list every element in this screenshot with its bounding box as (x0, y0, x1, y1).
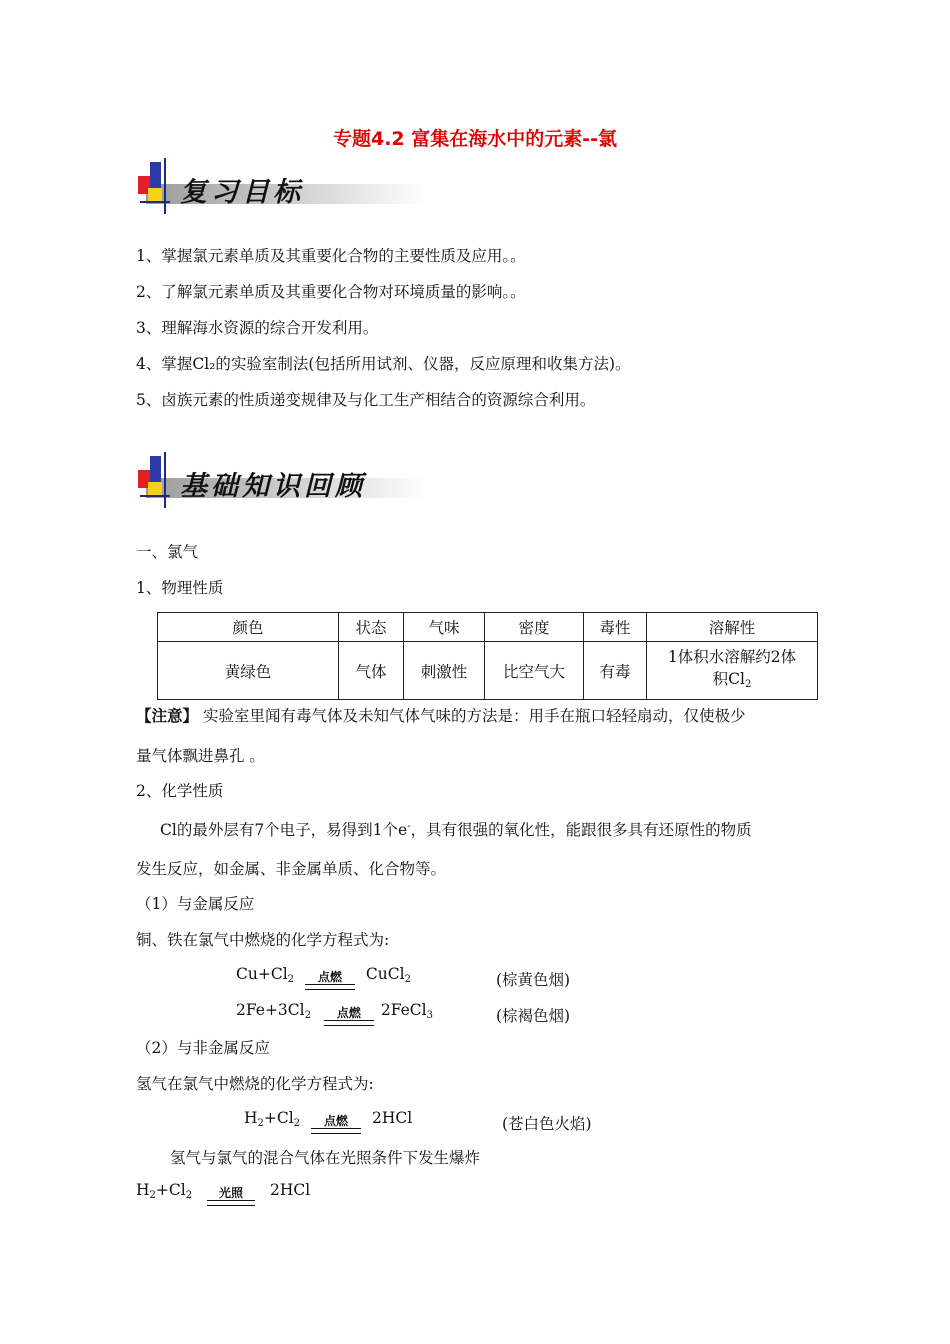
goal-item-4: 4、掌握Cl₂的实验室制法(包括所用试剂、仪器，反应原理和收集方法)。 (136, 355, 631, 373)
banner-blue-block (150, 456, 161, 482)
nonmetal-reaction-intro: 氢气在氯气中燃烧的化学方程式为: (136, 1075, 374, 1093)
goal-item-5: 5、卤族元素的性质递变规律及与化工生产相结合的资源综合利用。 (136, 391, 596, 409)
condition-label: 点燃 (317, 970, 342, 984)
nonmetal-reaction-heading: （2）与非金属反应 (136, 1039, 270, 1057)
eq-right: 2FeCl (380, 1001, 427, 1019)
equals-sign (305, 984, 355, 990)
banner-vertical-line (164, 158, 166, 214)
superscript: - (407, 821, 411, 832)
equation-cu-note: (棕黄色烟) (496, 971, 571, 989)
explosion-text: 氢气与氯气的混合气体在光照条件下发生爆炸 (170, 1149, 481, 1167)
chemical-desc-line-1 (160, 817, 752, 840)
goal-item-2: 2、了解氯元素单质及其重要化合物对环境质量的影响。。 (136, 283, 526, 301)
table-cell: 比空气大 (485, 642, 584, 700)
table-cell: 刺激性 (404, 642, 485, 700)
metal-reaction-heading: （1）与金属反应 (136, 895, 255, 913)
table-header-cell: 溶解性 (647, 613, 818, 642)
subscript: 2 (293, 1118, 301, 1129)
table-cell: 黄绿色 (158, 642, 339, 700)
equals-sign (324, 1020, 374, 1026)
banner-blue-block (150, 162, 161, 188)
table-header-cell: 状态 (339, 613, 404, 642)
solubility-line-1: 1体积水溶解约2体 (667, 647, 797, 666)
note-label: 【注意】 (136, 706, 199, 725)
banner-title: 复习目标 (180, 177, 304, 208)
chemical-desc-b: ，具有很强的氧化性，能跟很多具有还原性的物质 (410, 821, 752, 839)
condition-label: 光照 (219, 1186, 244, 1200)
goal-item-3: 3、理解海水资源的综合开发利用。 (136, 319, 379, 337)
table-header-cell: 密度 (485, 613, 584, 642)
subscript: 3 (426, 1010, 433, 1021)
banner-horizontal-line (140, 201, 170, 203)
eq-left-a: H (244, 1109, 258, 1127)
chemical-desc-line-2: 发生反应，如金属、非金属单质、化合物等。 (136, 860, 447, 878)
eq-left: Cu+Cl (236, 965, 288, 983)
eq-left-b: +Cl (155, 1181, 186, 1199)
condition-label: 点燃 (324, 1114, 349, 1128)
page-title: 专题4.2 富集在海水中的元素--氯 (332, 128, 618, 150)
subscript: 2 (185, 1190, 193, 1201)
subscript: 2 (744, 678, 752, 690)
note-line-2: 量气体飘进鼻孔 。 (136, 747, 265, 765)
table-header-cell: 毒性 (584, 613, 647, 642)
equation-fe (236, 1000, 433, 1026)
section-heading-chlorine: 一、氯气 (136, 543, 199, 561)
condition-label: 点燃 (336, 1006, 361, 1020)
eq-left-b: +Cl (263, 1109, 294, 1127)
equals-sign (311, 1128, 361, 1134)
banner-yellow-square (148, 482, 162, 496)
banner-title: 基础知识回顾 (180, 471, 366, 502)
banner-yellow-square (148, 188, 162, 202)
note-text-1: 实验室里闻有毒气体及未知气体气味的方法是：用手在瓶口轻轻扇动，仅使极少 (198, 707, 746, 725)
eq-left: 2Fe+3Cl (236, 1001, 305, 1019)
equals-sign (207, 1200, 255, 1206)
reaction-condition (305, 970, 355, 990)
reaction-condition (207, 1186, 255, 1206)
chemical-desc-a: Cl的最外层有7个电子，易得到1个e (160, 821, 408, 839)
eq-right: 2HCl (371, 1109, 413, 1127)
section-banner-basic-knowledge (138, 452, 438, 512)
table-cell-solubility (647, 642, 818, 700)
eq-right: 2HCl (269, 1181, 311, 1199)
banner-horizontal-line (140, 495, 170, 497)
reaction-condition (324, 1006, 374, 1026)
chemical-properties-heading: 2、化学性质 (136, 782, 224, 800)
eq-right: CuCl (365, 965, 405, 983)
physical-properties-table (157, 612, 818, 700)
table-header-cell: 颜色 (158, 613, 339, 642)
solubility-line-2: 积Cl (712, 669, 745, 688)
subscript: 2 (304, 1010, 311, 1021)
equation-cu (236, 964, 411, 990)
section-banner-review-goals (138, 158, 438, 218)
table-row (158, 642, 818, 700)
banner-vertical-line (164, 452, 166, 508)
table-header-row (158, 613, 818, 642)
table-header-cell: 气味 (404, 613, 485, 642)
goal-item-1: 1、掌握氯元素单质及其重要化合物的主要性质及应用。。 (136, 247, 526, 265)
reaction-condition (311, 1114, 361, 1134)
equation-h2 (244, 1108, 412, 1134)
metal-reaction-intro: 铜、铁在氯气中燃烧的化学方程式为: (136, 931, 390, 949)
note-line-1 (136, 706, 745, 726)
physical-properties-heading: 1、物理性质 (136, 579, 224, 597)
subscript: 2 (149, 1190, 156, 1201)
eq-left-a: H (136, 1181, 150, 1199)
subscript: 2 (287, 974, 295, 985)
equation-h2-light (136, 1180, 310, 1206)
equation-fe-note: (棕褐色烟) (496, 1007, 571, 1025)
table-cell: 气体 (339, 642, 404, 700)
table-cell: 有毒 (584, 642, 647, 700)
subscript: 2 (404, 974, 411, 985)
equation-h2-note: (苍白色火焰) (502, 1115, 592, 1133)
subscript: 2 (257, 1118, 264, 1129)
